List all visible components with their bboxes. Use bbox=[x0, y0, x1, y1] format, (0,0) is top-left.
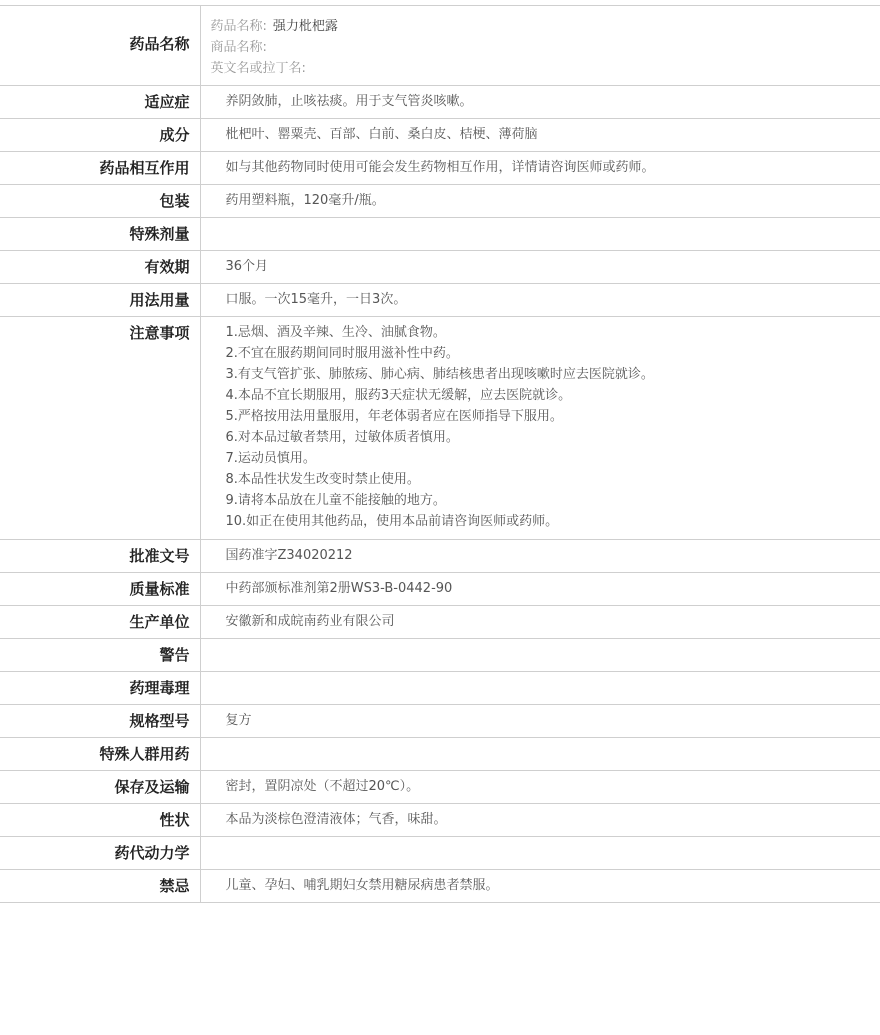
list-item: 10.如正在使用其他药品，使用本品前请咨询医师或药师。 bbox=[226, 511, 880, 532]
row-value: 如与其他药物同时使用可能会发生药物相互作用，详情请咨询医师或药师。 bbox=[200, 152, 880, 185]
row-usage bbox=[0, 284, 880, 317]
row-special-groups bbox=[0, 738, 880, 771]
row-value: 养阴敛肺，止咳祛痰。用于支气管炎咳嗽。 bbox=[200, 86, 880, 119]
row-value: 密封，置阴凉处（不超过20℃）。 bbox=[200, 771, 880, 804]
list-item: 1.忌烟、酒及辛辣、生冷、油腻食物。 bbox=[226, 322, 880, 343]
row-label: 质量标准 bbox=[0, 573, 200, 606]
row-label: 性状 bbox=[0, 804, 200, 837]
row-value: 儿童、孕妇、哺乳期妇女禁用糖尿病患者禁服。 bbox=[200, 870, 880, 903]
row-label: 批准文号 bbox=[0, 540, 200, 573]
drug-spec-table bbox=[0, 5, 880, 903]
row-manufacturer bbox=[0, 606, 880, 639]
row-value: 本品为淡棕色澄清液体；气香，味甜。 bbox=[200, 804, 880, 837]
row-label: 适应症 bbox=[0, 86, 200, 119]
row-label: 警告 bbox=[0, 639, 200, 672]
row-packaging bbox=[0, 185, 880, 218]
row-label: 药理毒理 bbox=[0, 672, 200, 705]
row-value: 国药准字Z34020212 bbox=[200, 540, 880, 573]
latin-name-line bbox=[211, 58, 880, 79]
generic-name-line bbox=[211, 16, 880, 37]
row-value: 口服。一次15毫升，一日3次。 bbox=[200, 284, 880, 317]
row-label: 特殊人群用药 bbox=[0, 738, 200, 771]
row-validity bbox=[0, 251, 880, 284]
row-interactions bbox=[0, 152, 880, 185]
name-block bbox=[200, 6, 880, 86]
row-precautions bbox=[0, 317, 880, 540]
latin-name-key: 英文名或拉丁名: bbox=[211, 61, 306, 76]
row-label: 药品相互作用 bbox=[0, 152, 200, 185]
row-value: 枇杷叶、罂粟壳、百部、白前、桑白皮、桔梗、薄荷脑 bbox=[200, 119, 880, 152]
trade-name-line bbox=[211, 37, 880, 58]
precautions-cell bbox=[200, 317, 880, 540]
list-item: 6.对本品过敏者禁用，过敏体质者慎用。 bbox=[226, 427, 880, 448]
list-item: 8.本品性状发生改变时禁止使用。 bbox=[226, 469, 880, 490]
row-label: 药品名称 bbox=[0, 6, 200, 86]
row-indication bbox=[0, 86, 880, 119]
row-appearance bbox=[0, 804, 880, 837]
row-label: 药代动力学 bbox=[0, 837, 200, 870]
row-contraindications bbox=[0, 870, 880, 903]
row-value bbox=[200, 738, 880, 771]
row-ingredients bbox=[0, 119, 880, 152]
row-pharmacokinetics bbox=[0, 837, 880, 870]
list-item: 5.严格按用法用量服用，年老体弱者应在医师指导下服用。 bbox=[226, 406, 880, 427]
row-approval bbox=[0, 540, 880, 573]
row-value bbox=[200, 639, 880, 672]
row-standard bbox=[0, 573, 880, 606]
trade-name-key: 商品名称: bbox=[211, 40, 267, 55]
row-label: 特殊剂量 bbox=[0, 218, 200, 251]
generic-name-value: 强力枇杷露 bbox=[273, 19, 338, 34]
row-storage bbox=[0, 771, 880, 804]
row-warning bbox=[0, 639, 880, 672]
list-item: 3.有支气管扩张、肺脓疡、肺心病、肺结核患者出现咳嗽时应去医院就诊。 bbox=[226, 364, 880, 385]
precautions-list bbox=[226, 317, 880, 539]
row-label: 注意事项 bbox=[0, 317, 200, 540]
row-special-dosage bbox=[0, 218, 880, 251]
list-item: 4.本品不宜长期服用，服药3天症状无缓解，应去医院就诊。 bbox=[226, 385, 880, 406]
row-label: 有效期 bbox=[0, 251, 200, 284]
list-item: 7.运动员慎用。 bbox=[226, 448, 880, 469]
row-value bbox=[200, 672, 880, 705]
row-specification bbox=[0, 705, 880, 738]
row-label: 包装 bbox=[0, 185, 200, 218]
row-label: 禁忌 bbox=[0, 870, 200, 903]
generic-name-key: 药品名称: bbox=[211, 19, 267, 34]
list-item: 2.不宜在服药期间同时服用滋补性中药。 bbox=[226, 343, 880, 364]
row-label: 生产单位 bbox=[0, 606, 200, 639]
row-label: 规格型号 bbox=[0, 705, 200, 738]
row-drug-name bbox=[0, 6, 880, 86]
row-value: 药用塑料瓶，120毫升/瓶。 bbox=[200, 185, 880, 218]
row-label: 保存及运输 bbox=[0, 771, 200, 804]
row-value bbox=[200, 218, 880, 251]
list-item: 9.请将本品放在儿童不能接触的地方。 bbox=[226, 490, 880, 511]
row-label: 用法用量 bbox=[0, 284, 200, 317]
row-value bbox=[200, 837, 880, 870]
row-value: 中药部颁标准剂第2册WS3-B-0442-90 bbox=[200, 573, 880, 606]
row-value: 安徽新和成皖南药业有限公司 bbox=[200, 606, 880, 639]
row-label: 成分 bbox=[0, 119, 200, 152]
row-value: 36个月 bbox=[200, 251, 880, 284]
row-pharmacology bbox=[0, 672, 880, 705]
row-value: 复方 bbox=[200, 705, 880, 738]
